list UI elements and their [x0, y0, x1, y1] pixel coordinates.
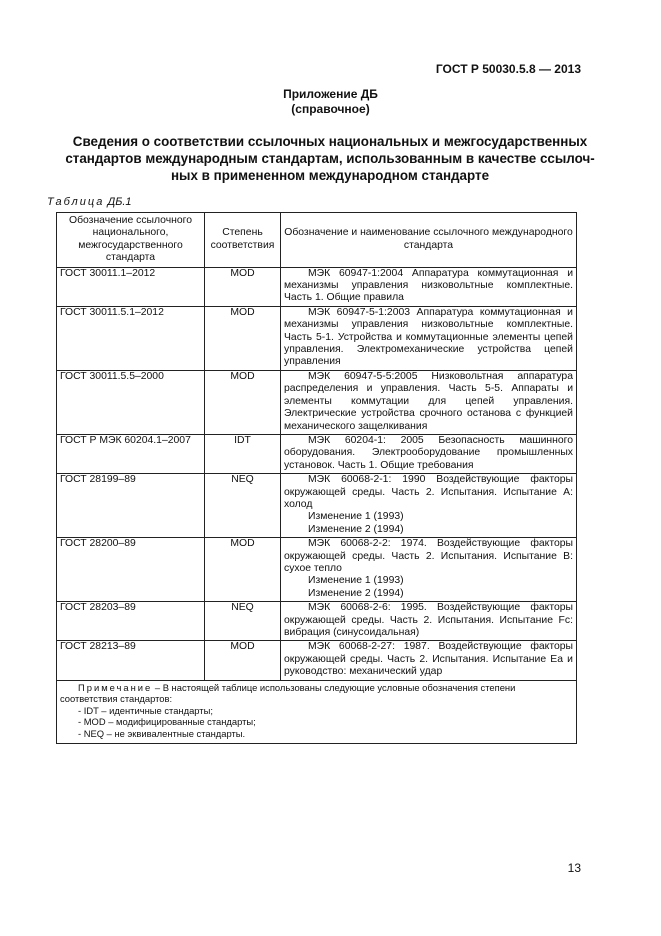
note-label: Примечание: [78, 681, 153, 693]
table-caption: [47, 196, 132, 208]
table-row: [57, 641, 577, 680]
international-standard-text: МЭК 60947-5-1:2003 Аппаратура коммутационная и механизмы управления низковольтные комплектные. Часть 5-1. Устройства и коммутационные элементы цепей управления. Электромеханические устройства цепей управления: [284, 306, 573, 368]
appendix-heading: [0, 87, 661, 117]
degree-cell: MOD: [205, 267, 281, 306]
table-row: [57, 434, 577, 473]
header-international-standard: Обозначение и наименование ссылочного международного стандарта: [281, 213, 577, 268]
international-standard-text: МЭК 60204-1: 2005 Безопасность машинного оборудования. Электрооборудование промышленных установок. Часть 1. Общие требования: [284, 434, 573, 471]
appendix-subtitle: (справочное): [291, 102, 370, 116]
heading-line: стандартов международным стандартам, использованным в качестве ссылоч-: [65, 151, 595, 166]
national-standard-cell: ГОСТ 28213–89: [57, 641, 205, 680]
amendment: Изменение 1 (1993): [308, 511, 404, 523]
table-row: [57, 538, 577, 602]
degree-cell: NEQ: [205, 474, 281, 538]
international-standard-text: МЭК 60068-2-6: 1995. Воздействующие факторы окружающей среды. Часть 2. Испытания. Испытание Fc: вибрация (синусоидальная): [284, 602, 573, 638]
heading-line: Сведения о соответствии ссылочных национальных и межгосударственных: [72, 134, 588, 149]
degree-cell: IDT: [205, 434, 281, 473]
table-header-row: [57, 213, 577, 268]
national-standard-cell: ГОСТ Р МЭК 60204.1–2007: [57, 434, 205, 473]
international-standard-text: МЭК 60947-1:2004 Аппаратура коммутационная и механизмы управления низковольтные комплектные. Часть 1. Общие правила: [284, 267, 573, 304]
table-note-row: [57, 680, 577, 743]
international-standard-cell: [281, 538, 577, 602]
section-heading: [40, 133, 620, 184]
header-degree: Степень соответствия: [205, 213, 281, 268]
table-row: [57, 602, 577, 641]
degree-cell: NEQ: [205, 602, 281, 641]
national-standard-cell: ГОСТ 30011.5.5–2000: [57, 370, 205, 434]
international-standard-text: МЭК 60068-2-2: 1974. Воздействующие факторы окружающей среды. Часть 2. Испытания. Испытание В: сухое тепло: [284, 538, 573, 574]
amendment: Изменение 2 (1994): [308, 523, 404, 535]
degree-cell: MOD: [205, 306, 281, 370]
header-national-standard: Обозначение ссылочного национального, межгосударственного стандарта: [57, 213, 205, 268]
international-standard-text: МЭК 60068-2-27: 1987. Воздействующие факторы окружающей среды. Часть 2. Испытания. Испытание Ea и руководство: механический удар: [284, 641, 573, 678]
table-row: [57, 474, 577, 538]
note-item: - NEQ – не эквивалентные стандарты.: [78, 728, 246, 739]
international-standard-cell: [281, 306, 577, 370]
note-text: – В настоящей таблице использованы следующие условные обозначения степени соответствия стандартов:: [60, 681, 516, 705]
national-standard-cell: ГОСТ 28200–89: [57, 538, 205, 602]
note-item: - MOD – модифицированные стандарты;: [78, 716, 256, 728]
international-standard-cell: [281, 434, 577, 473]
note-head: [60, 682, 573, 705]
table-row: [57, 267, 577, 306]
appendix-title: Приложение ДБ: [283, 87, 378, 101]
table-caption-number: ДБ.1: [107, 196, 132, 208]
table-caption-word: Таблица: [47, 196, 105, 208]
heading-line: ных в примененном международном стандарте: [170, 168, 490, 183]
international-standard-cell: [281, 267, 577, 306]
amendment: Изменение 1 (1993): [308, 575, 404, 587]
national-standard-cell: ГОСТ 28199–89: [57, 474, 205, 538]
national-standard-cell: ГОСТ 30011.5.1–2012: [57, 306, 205, 370]
table-row: [57, 306, 577, 370]
correspondence-table: [56, 212, 577, 744]
table-note: [57, 680, 577, 743]
international-standard-text: МЭК 60947-5-5:2005 Низковольтная аппаратура распределения и управления. Часть 5-5. Аппараты и элементы коммутации для цепей управления. Электрические устройства срочного останова с функцией механического защелкивания: [284, 370, 573, 432]
international-standard-cell: [281, 602, 577, 641]
degree-cell: MOD: [205, 370, 281, 434]
international-standard-cell: [281, 370, 577, 434]
document-code: ГОСТ Р 50030.5.8 — 2013: [435, 62, 581, 76]
international-standard-cell: [281, 641, 577, 680]
table-row: [57, 370, 577, 434]
degree-cell: MOD: [205, 538, 281, 602]
international-standard-cell: [281, 474, 577, 538]
national-standard-cell: ГОСТ 30011.1–2012: [57, 267, 205, 306]
national-standard-cell: ГОСТ 28203–89: [57, 602, 205, 641]
page-number: 13: [567, 861, 581, 875]
amendment: Изменение 2 (1994): [308, 587, 404, 599]
international-standard-text: МЭК 60068-2-1: 1990 Воздействующие факторы окружающей среды. Часть 2. Испытания. Испытание А: холод: [284, 474, 573, 510]
degree-cell: MOD: [205, 641, 281, 680]
note-item: - IDT – идентичные стандарты;: [78, 704, 213, 716]
